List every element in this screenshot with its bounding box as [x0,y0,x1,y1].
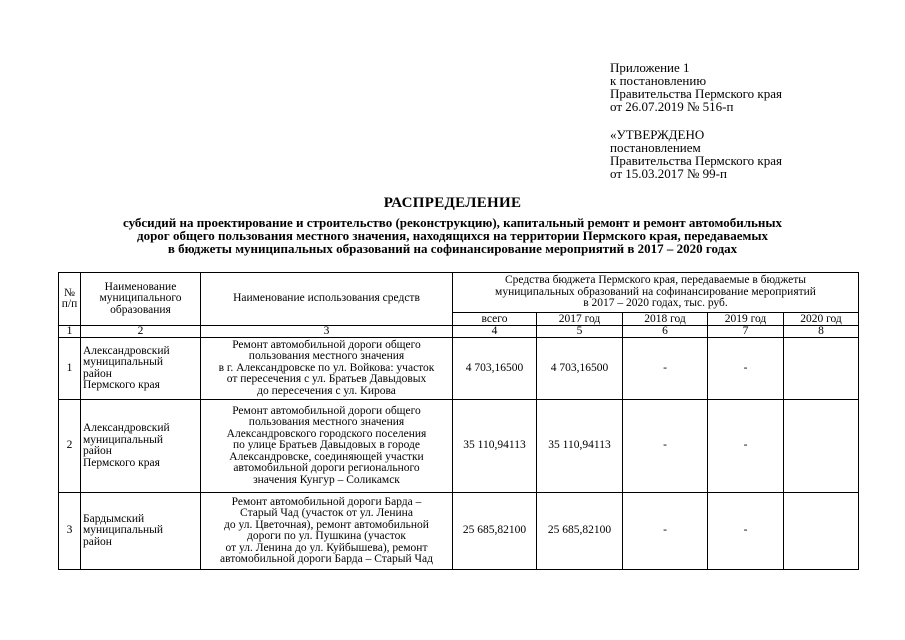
y2020-cell [784,493,859,570]
y2019-cell: - [708,400,784,493]
y2018-cell: - [623,400,708,493]
header-funds: Средства бюджета Пермского края, передаваемые в бюджеты муниципальных образований на софинансирование мероприятий в 2017 – 2020 годах, тыс. руб. [453,273,859,313]
approved-header [610,128,782,180]
purpose-cell: Ремонт автомобильной дороги Барда – Старый Чад (участок от ул. Ленина до ул. Цветочная), ремонт автомобильной дороги по ул. Пушкина (участок от ул. Ленина до ул. Куйбышева), ремонт автомобильной дороги Барда – Старый Чад [201,493,453,570]
total-cell: 25 685,82100 [453,493,537,570]
y2017-cell: 35 110,94113 [537,400,623,493]
approved-line: от 15.03.2017 № 99-п [610,166,727,181]
appendix-line: Правительства Пермского края [610,86,782,101]
approved-line: «УТВЕРЖДЕНО [610,127,705,142]
y2019-cell: - [708,338,784,400]
table-row [59,493,859,570]
municipality-cell: Александровский муниципальный район Пермского края [81,338,201,400]
y2020-cell [784,400,859,493]
y2018-cell: - [623,338,708,400]
column-number-row [59,326,859,338]
y2019-cell: - [708,493,784,570]
municipality-cell: Бардымский муниципальный район [81,493,201,570]
table-row [59,400,859,493]
table-row [59,338,859,400]
document-title: РАСПРЕДЕЛЕНИЕ [383,195,522,211]
column-number: 3 [201,326,453,338]
header-2019: 2019 год [708,313,784,326]
header-num: № п/п [59,273,81,326]
subtitle-line: субсидий на проектирование и строительство (реконструкцию), капитальный ремонт и ремонт автомобильных [122,215,782,230]
appendix-line: от 26.07.2019 № 516-п [610,99,734,114]
row-number: 3 [59,493,81,570]
distribution-table [58,272,859,570]
subtitle-line: дорог общего пользования местного значения, находящихся на территории Пермского края, передаваемых [137,228,768,243]
column-number: 1 [59,326,81,338]
total-cell: 4 703,16500 [453,338,537,400]
column-number: 8 [784,326,859,338]
column-number: 7 [708,326,784,338]
header-municipality: Наименование муниципального образования [81,273,201,326]
approved-line: Правительства Пермского края [610,153,782,168]
subtitle-line: в бюджеты муниципальных образований на софинансирование мероприятий в 2017 – 2020 годах [167,241,738,256]
header-2018: 2018 год [623,313,708,326]
approved-line: постановлением [610,140,701,155]
header-2017: 2017 год [537,313,623,326]
municipality-cell: Александровский муниципальный район Пермского края [81,400,201,493]
row-number: 1 [59,338,81,400]
purpose-cell: Ремонт автомобильной дороги общего пользования местного значения Александровского городского поселения по улице Братьев Давыдовых в городе Александровске, соединяющей участки автомобильной дороги регионального значения Кунгур – Соликамск [201,400,453,493]
header-total: всего [453,313,537,326]
column-number: 5 [537,326,623,338]
total-cell: 35 110,94113 [453,400,537,493]
y2017-cell: 25 685,82100 [537,493,623,570]
column-number: 2 [81,326,201,338]
header-purpose: Наименование использования средств [201,273,453,326]
header-2020: 2020 год [784,313,859,326]
y2020-cell [784,338,859,400]
column-number: 4 [453,326,537,338]
y2018-cell: - [623,493,708,570]
document-subtitle [0,216,905,255]
purpose-cell: Ремонт автомобильной дороги общего пользования местного значения в г. Александровске по ул. Войкова: участок от пересечения с ул. Братьев Давыдовых до пересечения с ул. Кирова [201,338,453,400]
row-number: 2 [59,400,81,493]
appendix-header [610,61,782,113]
appendix-line: к постановлению [610,73,707,88]
y2017-cell: 4 703,16500 [537,338,623,400]
column-number: 6 [623,326,708,338]
appendix-line: Приложение 1 [610,60,690,75]
